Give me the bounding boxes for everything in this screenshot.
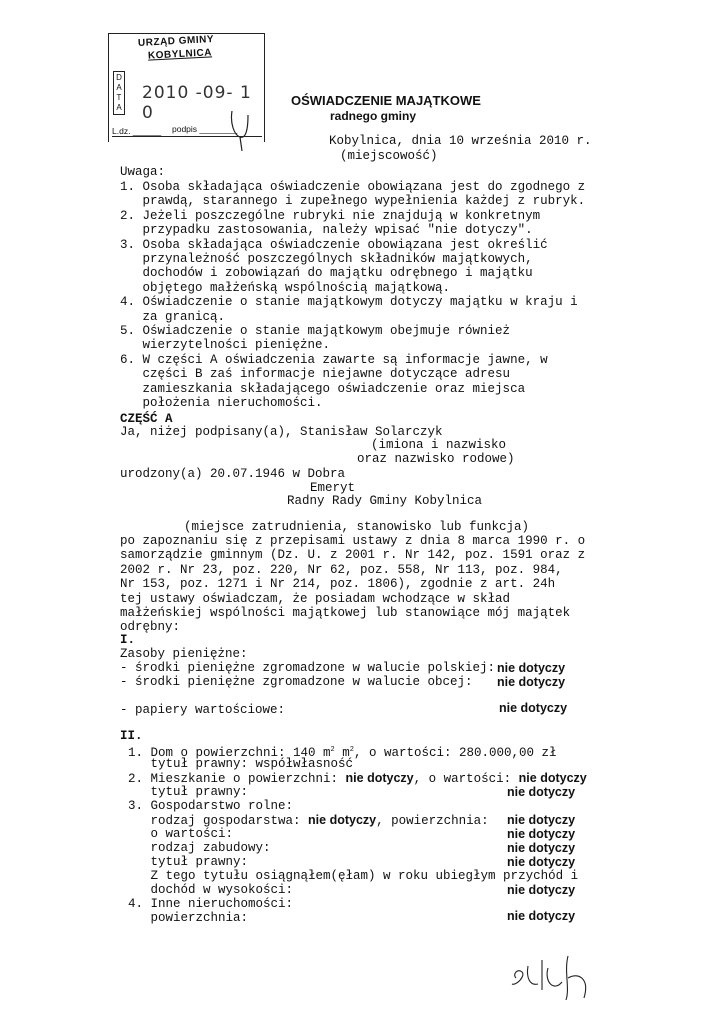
name-note-2: oraz nazwisko rodowe) [357, 452, 515, 466]
stamp-initials-mark [226, 103, 256, 153]
section-2-roman: II. [120, 729, 143, 743]
statute-line: 2002 r. Nr 23, poz. 220, Nr 62, poz. 558, Nr 113, poz. 984, [120, 562, 563, 577]
occupation-2: Radny Rady Gminy Kobylnica [287, 494, 483, 508]
uwaga-line: zamieszkania składającego oświadczenie oraz miejsca [120, 381, 526, 396]
uwaga-line: 2. Jeżeli poszczególne rubryki nie znajdują w konkretnym [120, 208, 541, 223]
statute-line: Nr 153, poz. 1271 i Nr 214, poz. 1806), zgodnie z art. 24h [120, 577, 556, 592]
farm-kind-line: rodzaj gospodarstwa: nie dotyczy, powierzchnia: [128, 813, 489, 828]
statute-line: odrębny: [120, 620, 181, 635]
uwaga-line: 6. W części A oświadczenia zawarte są informacje jawne, w [120, 352, 548, 367]
part-a-heading: CZĘŚĆ A [120, 412, 173, 426]
cash-foreign-value: nie dotyczy [497, 675, 566, 689]
stamp-office-name: URZĄD GMINY [137, 34, 215, 49]
cash-pln-label: - środki pieniężne zgromadzone w walucie polskiej: [120, 661, 496, 675]
farm-income-value: nie dotyczy [507, 883, 576, 897]
uwaga-line: części B zaś informacje niejawne dotyczące adresu [120, 367, 511, 382]
cash-title: Zasoby pieniężne: [120, 647, 248, 661]
declarant-name-line: Ja, niżej podpisany(a), Stanisław Solarczyk [120, 425, 443, 439]
securities-value: nie dotyczy [499, 701, 568, 715]
farm-right-label: tytuł prawny: [128, 855, 249, 869]
uwaga-line: za granicą. [120, 309, 226, 324]
place-label: (miejscowość) [340, 149, 438, 163]
uwaga-line: prawdą, starannego i zupełnego wypełnienia każdej z rubryk. [120, 194, 586, 209]
other-area-value: nie dotyczy [507, 909, 576, 923]
farm-area-value: nie dotyczy [507, 813, 576, 827]
stamp-office-town: KOBYLNICA [147, 47, 213, 62]
uwaga-line: 3. Osoba składająca oświadczenie obowiązana jest określić [120, 237, 548, 252]
statute-line: po zapoznaniu się z przepisami ustawy z dnia 8 marca 1990 r. o [120, 534, 586, 548]
uwaga-line: położenia nieruchomości. [120, 396, 323, 411]
house-line: 1. Dom o powierzchni: 140 $m^2$ $m^2$, o wartości: 280.000,00 zł [128, 746, 557, 761]
occupation-note: (miejsce zatrudnienia, stanowisko lub funkcja) [184, 520, 530, 534]
farm-value-label: o wartości: [128, 827, 234, 841]
birth-line: urodzony(a) 20.07.1946 w Dobra [120, 467, 346, 481]
house-title: tytuł prawny: współwłasność [128, 757, 354, 771]
occupation-1: Emeryt [310, 481, 356, 495]
stamp-date: 2010 -09- 1 0 [142, 83, 252, 123]
other-area-label: powierzchnia: [128, 911, 249, 925]
statute-text [120, 534, 585, 635]
uwaga-line: 1. Osoba składająca oświadczenie obowiązana jest do zgodnego z [120, 180, 586, 194]
stamp-data-label: D A T A [113, 71, 125, 115]
uwaga-line: 5. Oświadczenie o stanie majątkowym obejmuje również [120, 324, 511, 339]
farm-title: 3. Gospodarstwo rolne: [128, 799, 294, 813]
uwaga-line: 4. Oświadczenie o stanie majątkowym dotyczy majątku w kraju i [120, 295, 578, 310]
cash-pln-value: nie dotyczy [497, 661, 566, 675]
place-date: Kobylnica, dnia 10 września 2010 r. [329, 134, 592, 148]
farm-income-2: dochód w wysokości: [128, 883, 294, 897]
document-title: OŚWIADCZENIE MAJĄTKOWE [291, 93, 481, 108]
uwaga-line: przypadku zastosowania, należy wpisać "nie dotyczy". [120, 223, 533, 238]
securities-label: - papiery wartościowe: [120, 703, 286, 717]
uwaga-line: objętego małżeńską wspólnością majątkową. [120, 280, 451, 295]
cash-foreign-label: - środki pieniężne zgromadzone w walucie obcej: [120, 675, 473, 689]
farm-income-1: Z tego tytułu osiągnąłem(ęłam) w roku ubiegłym przychód i [128, 869, 579, 883]
section-1-roman: I. [120, 633, 136, 647]
flat-line: 2. Mieszkanie o powierzchni: nie dotyczy, o wartości: nie dotyczy [128, 771, 587, 786]
uwaga-list [120, 180, 585, 411]
stamp-ldz-label: L.dz. ______ [112, 126, 162, 136]
registry-stamp [108, 33, 263, 141]
uwaga-label: Uwaga: [120, 165, 166, 179]
farm-build-label: rodzaj zabudowy: [128, 841, 271, 855]
farm-right-value: nie dotyczy [507, 855, 576, 869]
statute-line: małżeńskiej wspólności majątkowej lub stanowiące mój majątek [120, 606, 571, 621]
uwaga-line: dochodów i zobowiązań do majątku odrębnego i majątku [120, 266, 533, 281]
handwritten-initials [508, 938, 608, 1008]
document-subtitle: radnego gminy [330, 109, 417, 123]
uwaga-line: przynależność poszczególnych składników majątkowych, [120, 252, 533, 267]
flat-title-label: tytuł prawny: [128, 785, 249, 799]
statute-line: samorządzie gminnym (Dz. U. z 2001 r. Nr 142, poz. 1591 oraz z [120, 548, 586, 563]
farm-build-value: nie dotyczy [507, 841, 576, 855]
other-property-title: 4. Inne nieruchomości: [128, 897, 294, 911]
uwaga-line: wierzytelności pieniężne. [120, 338, 331, 353]
name-note-1: (imiona i nazwisko [371, 438, 507, 452]
statute-line: tej ustawy oświadczam, że posiadam wchodzące w skład [120, 591, 511, 606]
stamp-podpis-label: podpis ________ [172, 124, 238, 134]
farm-value-value: nie dotyczy [507, 827, 576, 841]
flat-title-value: nie dotyczy [507, 785, 576, 799]
